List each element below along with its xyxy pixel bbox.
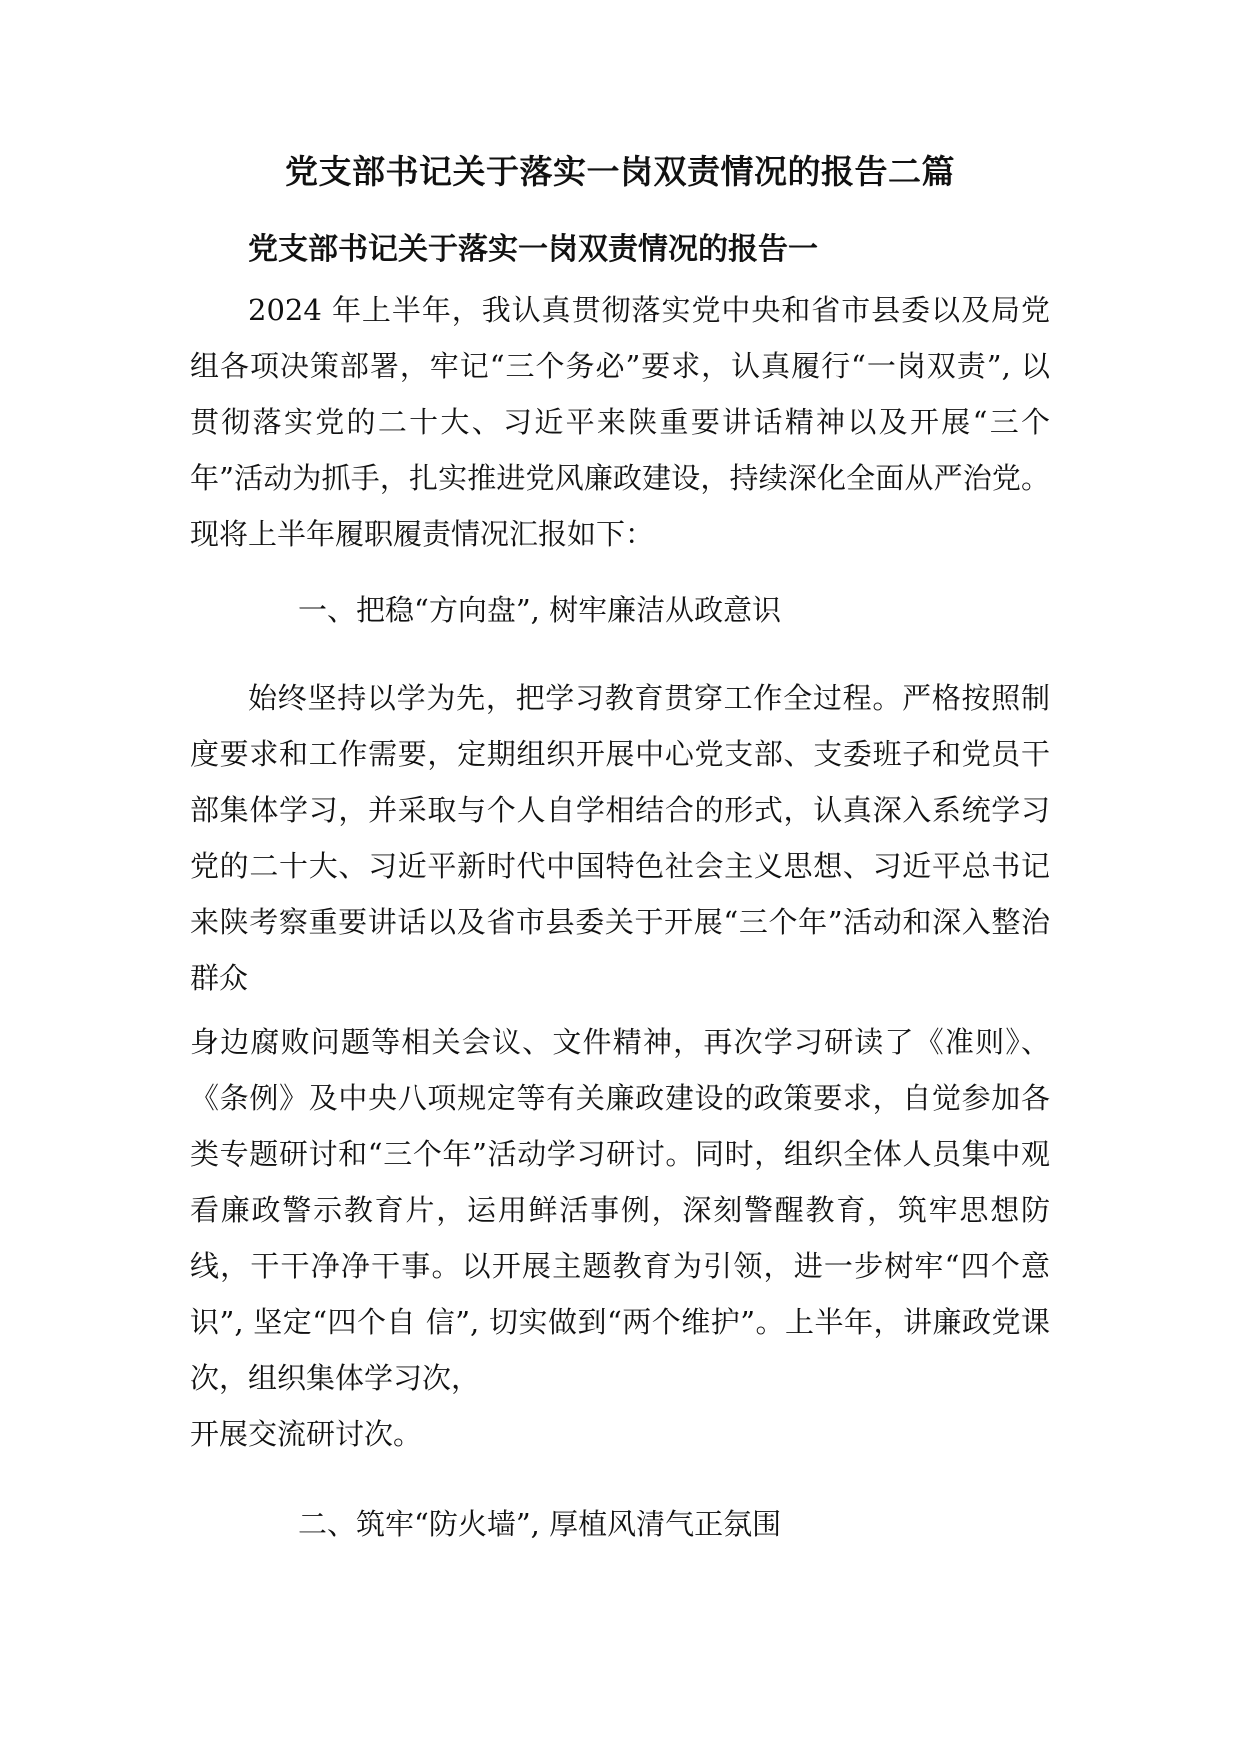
body-paragraph-2 bbox=[190, 1014, 1050, 1406]
paragraph-text: 2024 年上半年，我认真贯彻落实党中央和省市县委以及局党组各项决策部署，牢记“三个务必”要求，认真履行“一岗双责”, 以贯彻落实党的二十大、习近平来陕重要讲话精神以及开展“三个年”活动为抓手，扎实推进党风廉政建设，持续深化全面从严治党。现将上半年履职履责情况汇报如下： bbox=[190, 293, 1050, 551]
body-paragraph-3 bbox=[190, 1406, 1050, 1462]
paragraph-text: 身边腐败问题等相关会议、文件精神，再次学习研读了《准则》、《条例》及中央八项规定等有关廉政建设的政策要求，自觉参加各类专题研讨和“三个年”活动学习研讨。同时，组织全体人员集中观看廉政警示教育片，运用鲜活事例，深刻警醒教育，筑牢思想防线，干干净净干事。以开展主题教育为引领，进一步树牢“四个意识”, 坚定“四个自 信”, 切实做到“两个维护”。上半年，讲廉政党课次，组织集体学习次， bbox=[190, 1025, 1050, 1395]
document-title: 党支部书记关于落实一岗双责情况的报告二篇 bbox=[285, 152, 955, 191]
report-subtitle: 党支部书记关于落实一岗双责情况的报告一 bbox=[248, 232, 818, 267]
section-heading-1: 一、把稳“方向盘”, 树牢廉洁从政意识 bbox=[298, 593, 782, 627]
paragraph-text: 开展交流研讨次。 bbox=[190, 1417, 423, 1451]
intro-paragraph bbox=[190, 282, 1050, 562]
paragraph-text: 始终坚持以学为先，把学习教育贯穿工作全过程。严格按照制度要求和工作需要，定期组织开展中心党支部、支委班子和党员干部集体学习，并采取与个人自学相结合的形式，认真深入系统学习党的二十大、习近平新时代中国特色社会主义思想、习近平总书记来陕考察重要讲话以及省市县委关于开展“三个年”活动和深入整治群众 bbox=[190, 681, 1050, 995]
body-paragraph-1 bbox=[190, 670, 1050, 1006]
section-heading-2: 二、筑牢“防火墙”, 厚植风清气正氛围 bbox=[298, 1507, 782, 1541]
